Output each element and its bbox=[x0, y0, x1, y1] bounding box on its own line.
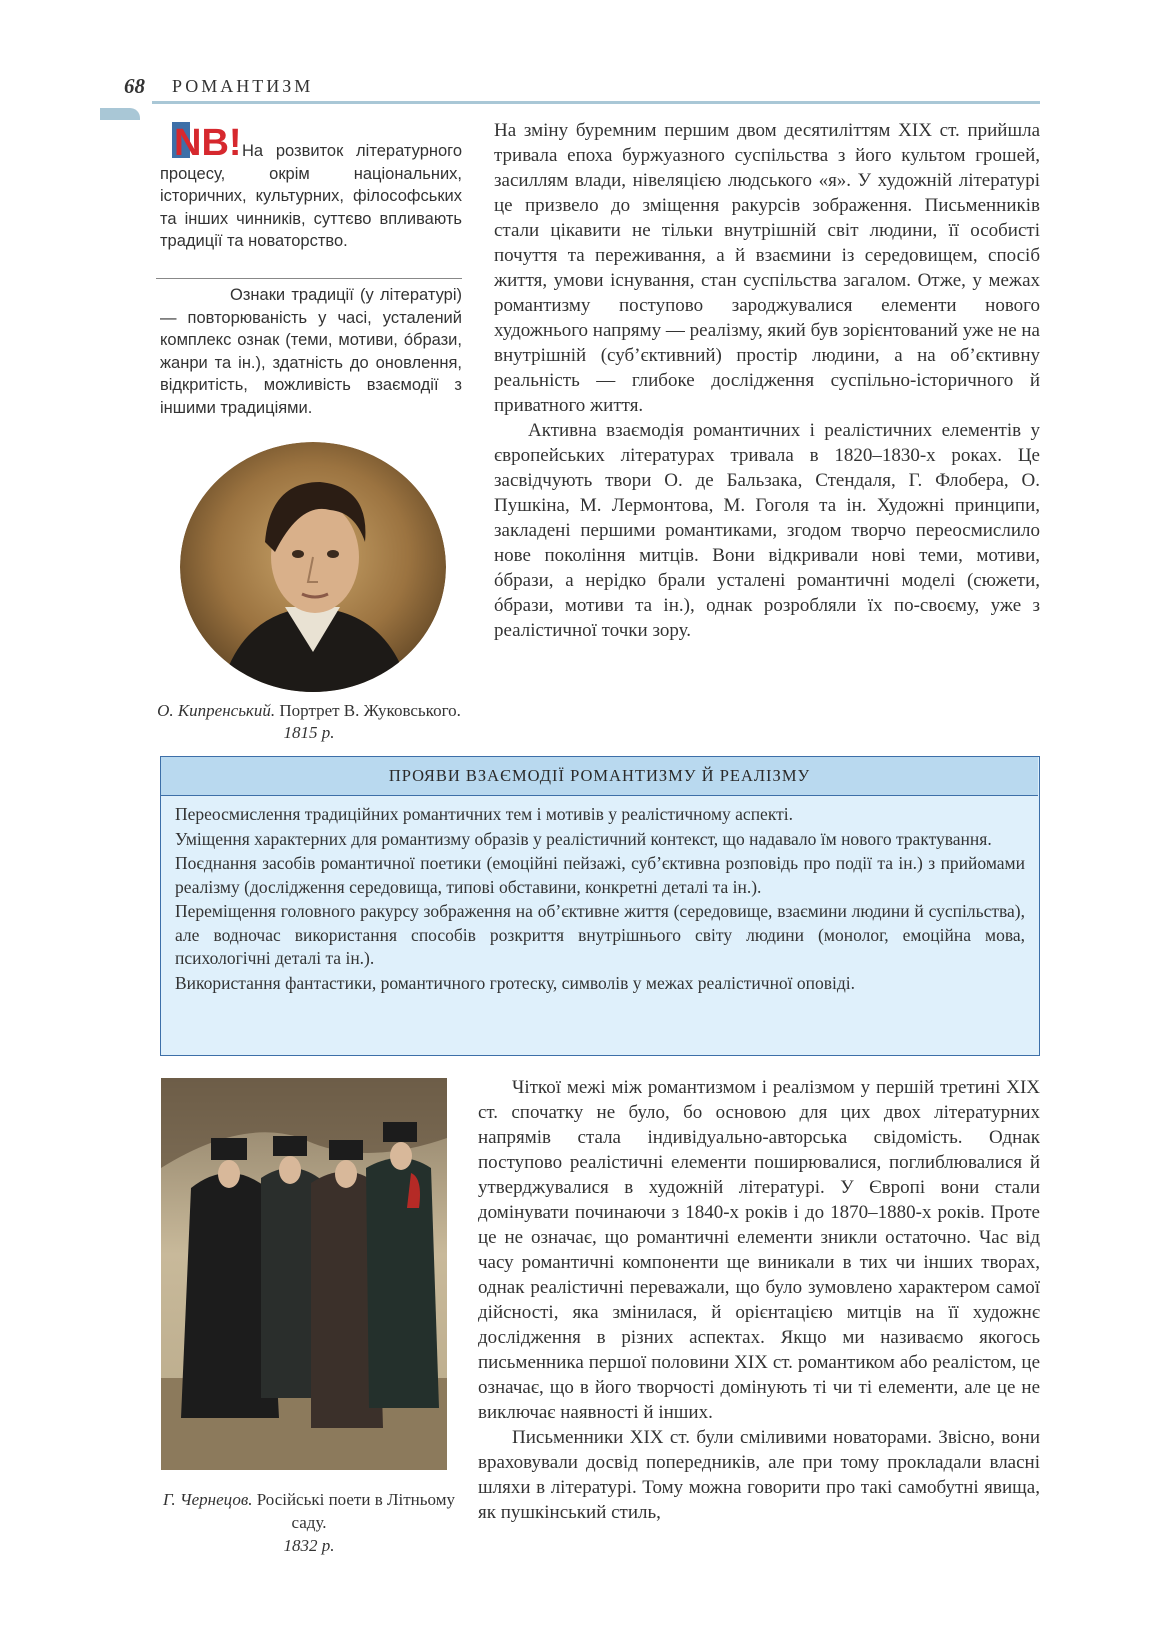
portrait-caption-author: О. Кипренський. bbox=[157, 701, 276, 720]
interaction-box bbox=[160, 756, 1040, 1056]
box-title: ПРОЯВИ ВЗАЄМОДІЇ РОМАНТИЗМУ Й РЕАЛІЗМУ bbox=[161, 757, 1038, 796]
painting-caption bbox=[156, 1488, 462, 1557]
sidebar-divider bbox=[156, 278, 462, 279]
header-tab-decoration bbox=[100, 108, 140, 120]
portrait-zhukovsky-image bbox=[180, 442, 446, 692]
painting-caption-author: Г. Чернецов. bbox=[163, 1490, 253, 1509]
portrait-caption-title: Портрет В. Жуковського. bbox=[279, 701, 461, 720]
portrait-caption bbox=[156, 700, 462, 744]
nb-note bbox=[160, 140, 462, 253]
paragraph: Активна взаємодія романтичних і реалістичних елементів у європейських літературах тривала в 1820–1830-х роках. Це засвідчують твори О. де Бальзака, Стендаля, Г. Флобера, О. Пушкіна, М. Лермонтова, М. Гоголя та ін. Художні принципи, закладені першими романтиками, згодом творчо переосмислило нове покоління митців. Вони відкривали нові теми, мотиви, óбрази, а нерідко брали усталені романтичні моделі (сюжети, óбрази, мотиви та ін.), однак розробляли їх по-своєму, уже з реалістичної точки зору. bbox=[494, 420, 1040, 641]
running-head: РОМАНТИЗМ bbox=[172, 76, 314, 96]
nb-logo-text: NB! bbox=[174, 122, 242, 160]
box-item: Поєднання засобів романтичної поетики (емоційні пейзажі, суб’єктивна розповідь про події та ін.) з прийомами реалізму (дослідження середовища, типові обставини, конкретні деталі та ін.). bbox=[175, 853, 1025, 897]
tradition-definition bbox=[160, 284, 462, 419]
main-text-top bbox=[494, 118, 1040, 643]
box-item: Переміщення головного ракурсу зображення на об’єктивне життя (середовище, взаємини людини й суспільства), але водночас використання способів розкриття внутрішнього світу людини (монолог, емоційна мова, психологічні деталі та ін.). bbox=[175, 901, 1025, 968]
page-number: 68 bbox=[124, 74, 145, 98]
main-text-bottom bbox=[478, 1075, 1040, 1525]
portrait-caption-year: 1815 р. bbox=[283, 723, 335, 742]
paragraph: Чіткої межі між романтизмом і реалізмом у першій третині XIX ст. спочатку не було, бо основою для цих двох літературних напрямів стала індивідуально-авторська свідомість. Однак поступово реалістичні елементи поширювалися, поглиблювалися й утверджувалися в художній літературі. У Європі вони стали домінувати починаючи з 1840-х років і до 1870–1880-х років. Проте це не означає, що романтичні елементи зникли остаточно. Час від часу романтичні компоненти ще виникали в тих чи інших творах, однак реалістичні переважали, що було зумовлено характером самої дійсності, яка змінилася, й орієнтацією митців на її художнє дослідження в різних аспектах. Якщо ми називаємо якогось письменника першої половини XIX ст. романтиком або реалістом, це означає, що в його творчості домінують ті чи ті елементи, але це не виключає наявності й інших. bbox=[478, 1077, 1040, 1423]
paragraph: Письменники XIX ст. були сміливими новаторами. Звісно, вони враховували досвід попередників, але при тому прокладали власні шляхи в літературі. Тому можна говорити про такі самобутні явища, як пушкінський стиль, bbox=[478, 1427, 1040, 1523]
box-item: Переосмислення традиційних романтичних тем і мотивів у реалістичному аспекті. bbox=[175, 804, 793, 824]
painting-poets-summer-garden-image bbox=[161, 1078, 447, 1470]
header-rule bbox=[152, 101, 1040, 104]
painting-caption-year: 1832 р. bbox=[283, 1536, 335, 1555]
paragraph: На зміну буремним першим двом десятиліттям XIX ст. прийшла тривала епоха буржуазного суспільства з його культом грошей, засиллям влади, нівеляцією людського «я». У художній літературі це призвело до зміщення ракурсів зображення. Письменників стали цікавити не тільки внутрішній світ людини, її особисті почуття та переживання, а й взаємини із середовищем, спосіб життя, умови існування, стан суспільства загалом. Отже, у межах романтизму поступово зароджувалися елементи нового художнього напряму — реалізму, який був зорієнтований уже не на внутрішній (суб’єктивний) простір людини, а на об’єктивну реальність — глибоке дослідження суспільно-історичного й приватного життя. bbox=[494, 120, 1040, 416]
box-list bbox=[175, 803, 1025, 996]
nb-note-text: На розвиток літературного процесу, окрім національних, історичних, культурних, філософських та інших чинників, суттєво впливають традиції та новаторство. bbox=[160, 142, 462, 250]
tradition-definition-text: Ознаки традиції (у літературі) — повторюваність у часі, усталений комплекс ознак (теми, мотиви, óбрази, жанри та ін.), здатність до оновлення, відкритість, можливість взаємодії з іншими традиціями. bbox=[160, 286, 462, 417]
painting-caption-title: Російські поети в Літньому саду. bbox=[256, 1490, 455, 1532]
box-item: Уміщення характерних для романтизму образів у реалістичний контекст, що надавало їм нового трактування. bbox=[175, 828, 992, 849]
box-item: Використання фантастики, романтичного гротеску, символів у межах реалістичної оповіді. bbox=[175, 972, 856, 993]
